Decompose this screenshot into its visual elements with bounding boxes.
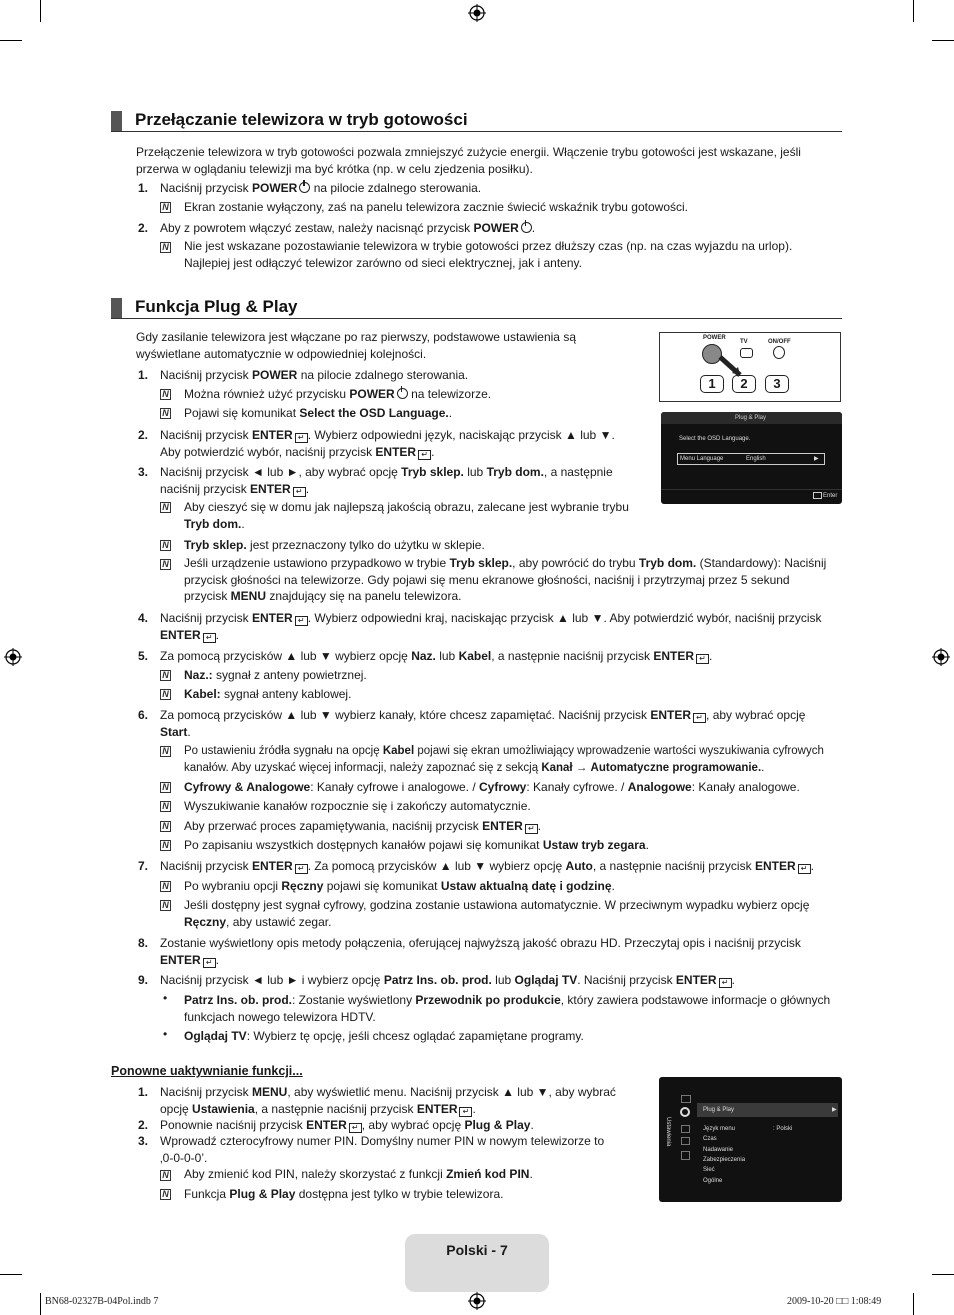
registration-mark-icon [468, 1292, 486, 1310]
note-icon: N [160, 689, 171, 700]
section-rule [111, 318, 842, 319]
remote-control-image: POWER TV ON/OFF 1 2 3 [659, 332, 841, 402]
registration-mark-icon [4, 648, 22, 666]
crop-mark [932, 1274, 954, 1275]
crop-mark [0, 1274, 22, 1275]
power-icon [299, 182, 310, 193]
note-icon: N [160, 408, 171, 419]
registration-mark-icon [468, 4, 486, 22]
enter-icon: ↵ [295, 864, 308, 874]
osd-language-screen: Plug & Play Select the OSD Language. Menu Language English ▶ Enter [661, 412, 842, 504]
enter-icon: ↵ [693, 713, 706, 723]
enter-icon [813, 492, 822, 499]
gear-icon [680, 1107, 690, 1117]
note-icon: N [160, 746, 171, 757]
crop-mark [40, 0, 41, 22]
note-icon: N [160, 900, 171, 911]
note-icon: N [160, 1189, 171, 1200]
note-icon: N [160, 202, 171, 213]
standby-intro: Przełączenie telewizora w tryb gotowości pozwala zmniejszyć zużycie energii. Włączenie trybu gotowości jest wskazane, jeśli przerwa w oglądaniu telewizji ma być krótka (np. w celu zjedzenia posiłku). [136, 145, 801, 176]
enter-icon: ↵ [525, 824, 538, 834]
print-filename: BN68-02327B-04Pol.indb 7 [45, 1296, 159, 1307]
power-icon [397, 388, 408, 399]
enter-icon: ↵ [349, 1123, 362, 1133]
note-icon: N [160, 821, 171, 832]
osd-settings-screen: Ustawienia Plug & Play ▶ Język menu : Polski Czas Nadawanie Zabezpieczenia Sieć Ogólne [659, 1077, 842, 1202]
standby-step-2: 2. [138, 221, 149, 235]
enter-icon: ↵ [203, 633, 216, 643]
note-icon: N [160, 782, 171, 793]
standby-step-1: 1. [138, 181, 149, 195]
enter-icon: ↵ [798, 864, 811, 874]
registration-mark-icon [932, 648, 950, 666]
plug-intro: Gdy zasilanie telewizora jest włączane po raz pierwszy, podstawowe ustawienia są wyświetlane automatycznie w odpowiedniej kolejności. [136, 330, 576, 361]
note-icon: N [160, 559, 171, 570]
note-icon: N [160, 540, 171, 551]
note-icon: N [160, 502, 171, 513]
enter-icon: ↵ [696, 654, 709, 664]
note-icon: N [160, 242, 171, 253]
enter-icon: ↵ [295, 616, 308, 626]
reactivate-heading: Ponowne uaktywnianie funkcji... [111, 1064, 303, 1078]
note-icon: N [160, 389, 171, 400]
crop-mark [40, 1293, 41, 1315]
note-icon: N [160, 881, 171, 892]
enter-icon: ↵ [295, 433, 308, 443]
print-timestamp: 2009-10-20 □□ 1:08:49 [787, 1296, 882, 1307]
note-icon: N [160, 670, 171, 681]
crop-mark [932, 40, 954, 41]
page-number-tab: Polski - 7 [405, 1234, 549, 1292]
power-icon [521, 222, 532, 233]
crop-mark [913, 1293, 914, 1315]
crop-mark [913, 0, 914, 22]
note-icon: N [160, 1170, 171, 1181]
enter-icon: ↵ [459, 1107, 472, 1117]
note-icon: N [160, 840, 171, 851]
note-icon: N [160, 801, 171, 812]
crop-mark [0, 40, 22, 41]
enter-icon: ↵ [719, 978, 732, 988]
enter-icon: ↵ [293, 487, 306, 497]
enter-icon: ↵ [418, 450, 431, 460]
section-rule [111, 131, 842, 132]
enter-icon: ↵ [203, 958, 216, 968]
